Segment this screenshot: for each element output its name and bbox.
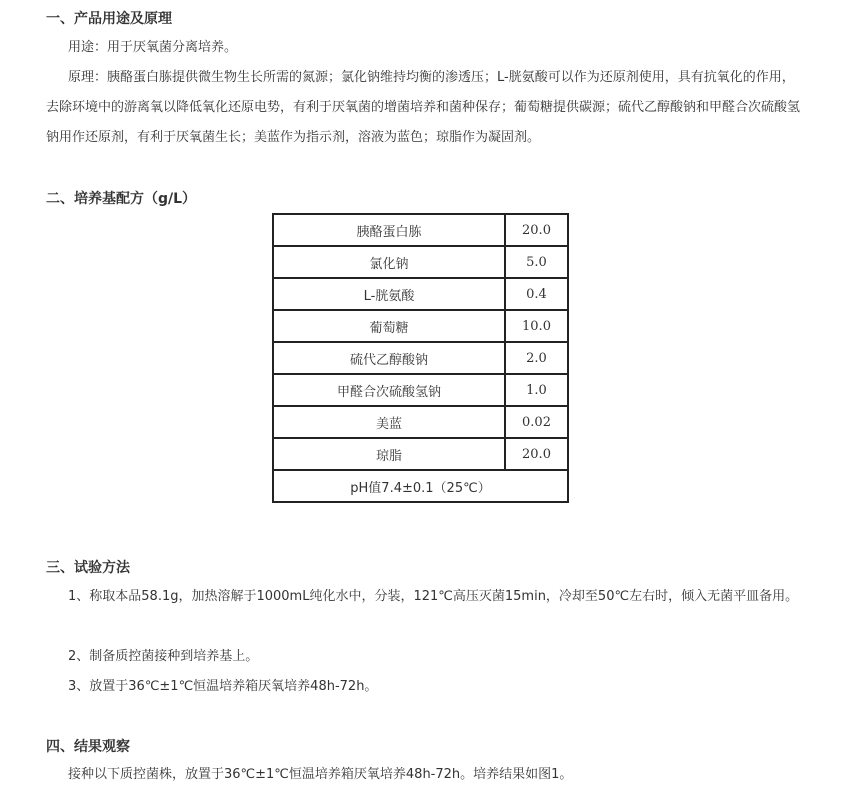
method-step-2: 2、制备质控菌接种到培养基上。 <box>68 649 259 664</box>
ingredient-name: 琼脂 <box>273 438 505 470</box>
result-paragraph: 接种以下质控菌株，放置于36℃±1℃恒温培养箱厌氧培养48h-72h。培养结果如图1。 <box>68 767 573 782</box>
section-1-heading: 一、产品用途及原理 <box>46 11 172 27</box>
ingredient-amount: 1.0 <box>505 374 568 406</box>
section-3-heading: 三、试验方法 <box>46 560 130 576</box>
table-row <box>273 214 568 246</box>
table-row <box>273 246 568 278</box>
section-4-heading: 四、结果观察 <box>46 739 130 755</box>
principle-paragraph: 原理：胰酪蛋白胨提供微生物生长所需的氮源；氯化钠维持均衡的渗透压；L-胱氨酸可以作为还原剂使用，具有抗氧化的作用，去除环境中的游离氧以降低氧化还原电势，有利于厌氧菌的增菌培养和菌种保存；葡萄糖提供碳源；硫代乙醇酸钠和甲醛合次硫酸氢钠用作还原剂，有利于厌氧菌生长；美蓝作为指示剂，溶液为蓝色；琼脂作为凝固剂。 <box>46 70 801 145</box>
method-step-1: 1、称取本品58.1g，加热溶解于1000mL纯化水中，分装，121℃高压灭菌15min，冷却至50℃左右时，倾入无菌平皿备用。 <box>68 589 799 604</box>
table-row <box>273 438 568 470</box>
section-2-heading: 二、培养基配方（g/L） <box>46 191 197 207</box>
table-row <box>273 310 568 342</box>
ingredient-name: 胰酪蛋白胨 <box>273 214 505 246</box>
ingredient-amount: 10.0 <box>505 310 568 342</box>
table-row <box>273 278 568 310</box>
usage-paragraph: 用途：用于厌氧菌分离培养。 <box>68 40 238 55</box>
ingredient-name: 氯化钠 <box>273 246 505 278</box>
formula-table-body <box>273 214 568 502</box>
table-row-ph <box>273 470 568 502</box>
ph-value: pH值7.4±0.1（25℃） <box>273 470 568 502</box>
ingredient-name: 硫代乙醇酸钠 <box>273 342 505 374</box>
table-row <box>273 406 568 438</box>
method-step-3: 3、放置于36℃±1℃恒温培养箱厌氧培养48h-72h。 <box>68 679 378 694</box>
formula-table <box>272 213 569 503</box>
ingredient-amount: 0.02 <box>505 406 568 438</box>
ingredient-amount: 5.0 <box>505 246 568 278</box>
ingredient-name: 美蓝 <box>273 406 505 438</box>
ingredient-amount: 2.0 <box>505 342 568 374</box>
ingredient-name: 甲醛合次硫酸氢钠 <box>273 374 505 406</box>
ingredient-amount: 20.0 <box>505 214 568 246</box>
ingredient-name: 葡萄糖 <box>273 310 505 342</box>
ingredient-amount: 0.4 <box>505 278 568 310</box>
ingredient-name: L-胱氨酸 <box>273 278 505 310</box>
ingredient-amount: 20.0 <box>505 438 568 470</box>
table-row <box>273 374 568 406</box>
table-row <box>273 342 568 374</box>
